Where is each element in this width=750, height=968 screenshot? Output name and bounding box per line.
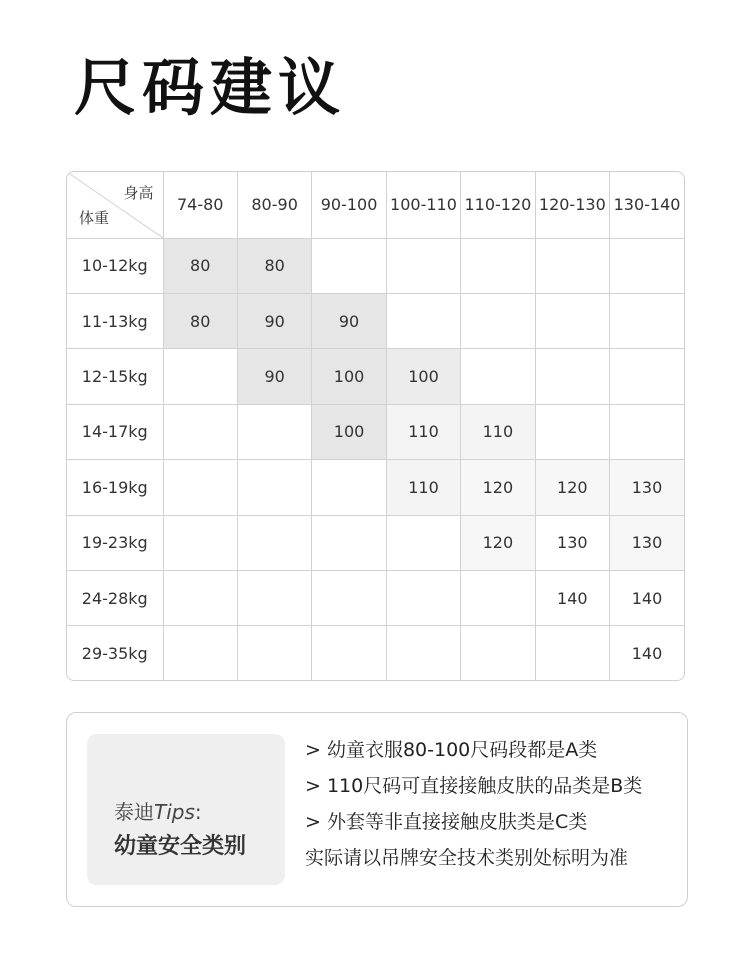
size-cell: 130 xyxy=(610,460,684,515)
size-cell xyxy=(386,515,460,570)
weight-label: 10-12kg xyxy=(67,238,163,293)
table-row xyxy=(67,515,684,570)
height-header: 120-130 xyxy=(535,172,609,238)
size-cell: 120 xyxy=(461,460,535,515)
size-cell xyxy=(312,571,386,626)
size-cell: 80 xyxy=(163,293,237,348)
size-cell xyxy=(163,571,237,626)
size-cell xyxy=(163,626,237,680)
size-cell xyxy=(312,515,386,570)
size-cell xyxy=(461,626,535,680)
size-cell xyxy=(237,460,311,515)
size-cell xyxy=(237,515,311,570)
weight-label: 29-35kg xyxy=(67,626,163,680)
size-cell: 130 xyxy=(535,515,609,570)
size-cell xyxy=(535,349,609,404)
size-cell xyxy=(237,571,311,626)
size-cell: 130 xyxy=(610,515,684,570)
height-header: 74-80 xyxy=(163,172,237,238)
weight-label: 19-23kg xyxy=(67,515,163,570)
size-cell xyxy=(163,515,237,570)
tips-heading: 幼童安全类别 xyxy=(114,834,247,859)
size-cell xyxy=(535,238,609,293)
corner-height-label: 身高 xyxy=(123,184,154,202)
table-row xyxy=(67,238,684,293)
weight-label: 11-13kg xyxy=(67,293,163,348)
size-cell: 90 xyxy=(312,293,386,348)
table-row xyxy=(67,293,684,348)
corner-cell xyxy=(67,172,163,238)
size-cell xyxy=(237,626,311,680)
size-cell xyxy=(610,404,684,459)
size-cell xyxy=(386,293,460,348)
size-cell: 140 xyxy=(610,626,684,680)
page-title: 尺码建议 xyxy=(74,51,347,124)
size-cell xyxy=(312,238,386,293)
tips-line: > 110尺码可直接接触皮肤的品类是B类 xyxy=(305,775,643,797)
table-row xyxy=(67,404,684,459)
corner-weight-label: 体重 xyxy=(79,208,110,227)
height-header: 90-100 xyxy=(312,172,386,238)
table-header-row xyxy=(67,172,684,238)
size-cell xyxy=(610,349,684,404)
size-cell xyxy=(163,404,237,459)
size-cell xyxy=(461,349,535,404)
size-cell: 120 xyxy=(461,515,535,570)
size-cell xyxy=(163,349,237,404)
size-cell xyxy=(535,404,609,459)
tips-brand-suffix: Tips xyxy=(154,800,195,824)
size-cell: 90 xyxy=(237,293,311,348)
size-cell xyxy=(461,571,535,626)
weight-label: 12-15kg xyxy=(67,349,163,404)
size-cell xyxy=(535,293,609,348)
size-cell xyxy=(237,404,311,459)
tips-brand-name: 泰迪 xyxy=(114,800,154,824)
size-cell xyxy=(386,238,460,293)
tips-brand-colon: : xyxy=(194,800,202,824)
table-row xyxy=(67,460,684,515)
size-cell xyxy=(461,293,535,348)
tips-brand xyxy=(114,796,202,825)
size-cell: 110 xyxy=(461,404,535,459)
size-cell xyxy=(610,293,684,348)
size-cell: 90 xyxy=(237,349,311,404)
size-table xyxy=(66,171,685,681)
size-cell xyxy=(163,460,237,515)
weight-label: 24-28kg xyxy=(67,571,163,626)
tips-list xyxy=(305,735,642,879)
size-cell: 100 xyxy=(312,349,386,404)
size-cell: 140 xyxy=(535,571,609,626)
height-header: 110-120 xyxy=(461,172,535,238)
tips-line: > 外套等非直接接触皮肤类是C类 xyxy=(305,811,588,833)
size-cell: 100 xyxy=(312,404,386,459)
tips-card xyxy=(87,734,285,885)
size-cell xyxy=(312,626,386,680)
size-cell: 80 xyxy=(237,238,311,293)
weight-label: 14-17kg xyxy=(67,404,163,459)
tips-panel xyxy=(66,712,688,907)
size-cell xyxy=(610,238,684,293)
weight-label: 16-19kg xyxy=(67,460,163,515)
size-cell: 110 xyxy=(386,404,460,459)
size-cell: 80 xyxy=(163,238,237,293)
size-cell: 120 xyxy=(535,460,609,515)
size-cell xyxy=(461,238,535,293)
tips-line: > 幼童衣服80-100尺码段都是A类 xyxy=(305,739,598,761)
size-cell xyxy=(535,626,609,680)
height-header: 80-90 xyxy=(237,172,311,238)
table-row xyxy=(67,626,684,680)
table-row xyxy=(67,349,684,404)
size-cell xyxy=(312,460,386,515)
tips-line: 实际请以吊牌安全技术类别处标明为准 xyxy=(305,847,629,869)
size-cell xyxy=(386,626,460,680)
size-cell: 100 xyxy=(386,349,460,404)
height-header: 130-140 xyxy=(610,172,684,238)
size-cell xyxy=(386,571,460,626)
size-cell: 110 xyxy=(386,460,460,515)
table-row xyxy=(67,571,684,626)
size-cell: 140 xyxy=(610,571,684,626)
height-header: 100-110 xyxy=(386,172,460,238)
